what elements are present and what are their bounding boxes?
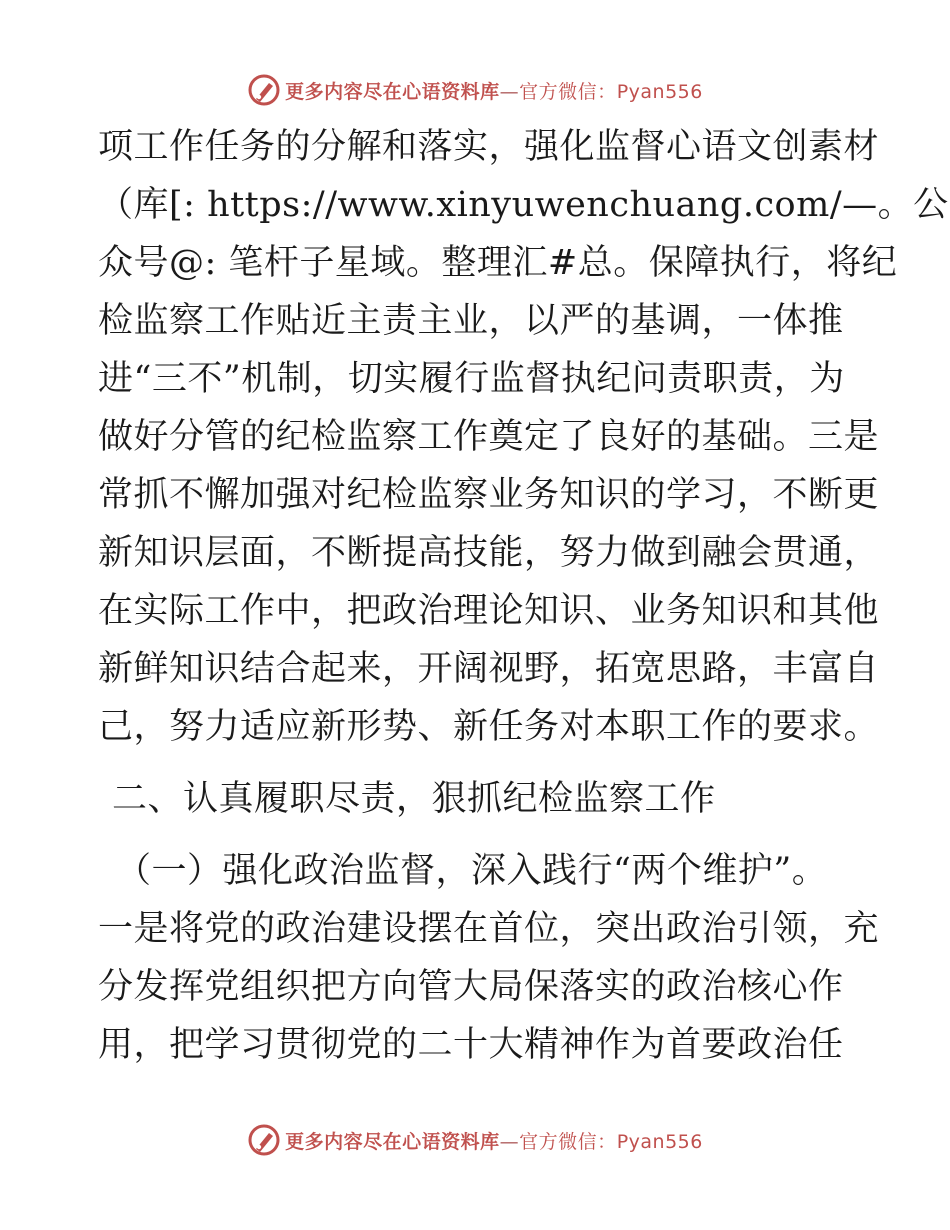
banner-text [285,77,703,104]
banner-tail: 官方微信： [519,1130,617,1153]
section-heading: 二、认真履职尽责，狠抓纪检监察工作 [112,779,716,819]
text-line: 常抓不懈加强对纪检监察业务知识的学习，不断更 [98,475,880,515]
header-banner [0,70,950,110]
text-line: 在实际工作中，把政治理论知识、业务知识和其他 [98,591,880,631]
text-line: （库[: https://www.xinyuwenchuang.com/—。公 [98,185,949,225]
text-line: 用，把学习贯彻党的二十大精神作为首要政治任 [98,1025,844,1065]
banner-separator: — [499,80,520,103]
banner-lead: 更多内容尽在心语资料库 [285,80,500,103]
banner-handle: Pyan556 [616,1130,703,1153]
banner-text [285,1127,703,1154]
text-line: 分发挥党组织把方向管大局保落实的政治核心作 [98,967,844,1007]
pen-logo-icon [247,73,281,107]
pen-logo-icon [247,1123,281,1157]
text-line: 众号@: 笔杆子星域。整理汇#总。保障执行，将纪 [98,243,898,283]
text-line: 做好分管的纪检监察工作奠定了良好的基础。三是 [98,417,880,457]
banner-lead: 更多内容尽在心语资料库 [285,1130,500,1153]
footer-banner [0,1120,950,1160]
text-line: 一是将党的政治建设摆在首位，突出政治引领，充 [98,909,880,949]
banner-tail: 官方微信： [519,80,617,103]
banner-handle: Pyan556 [616,80,703,103]
document-body [98,118,949,1074]
text-line: 项工作任务的分解和落实，强化监督心语文创素材 [98,127,880,167]
text-line: 新鲜知识结合起来，开阔视野，拓宽思路，丰富自 [98,649,880,689]
text-line: 进“三不”机制，切实履行监督执纪问责职责，为 [98,359,845,399]
text-line: 新知识层面，不断提高技能，努力做到融会贯通， [98,533,880,573]
banner-separator: — [499,1130,520,1153]
text-line: 己，努力适应新形势、新任务对本职工作的要求。 [98,707,880,747]
text-line: 检监察工作贴近主责主业，以严的基调，一体推 [98,301,844,341]
subsection-heading: （一）强化政治监督，深入践行“两个维护”。 [116,851,828,891]
